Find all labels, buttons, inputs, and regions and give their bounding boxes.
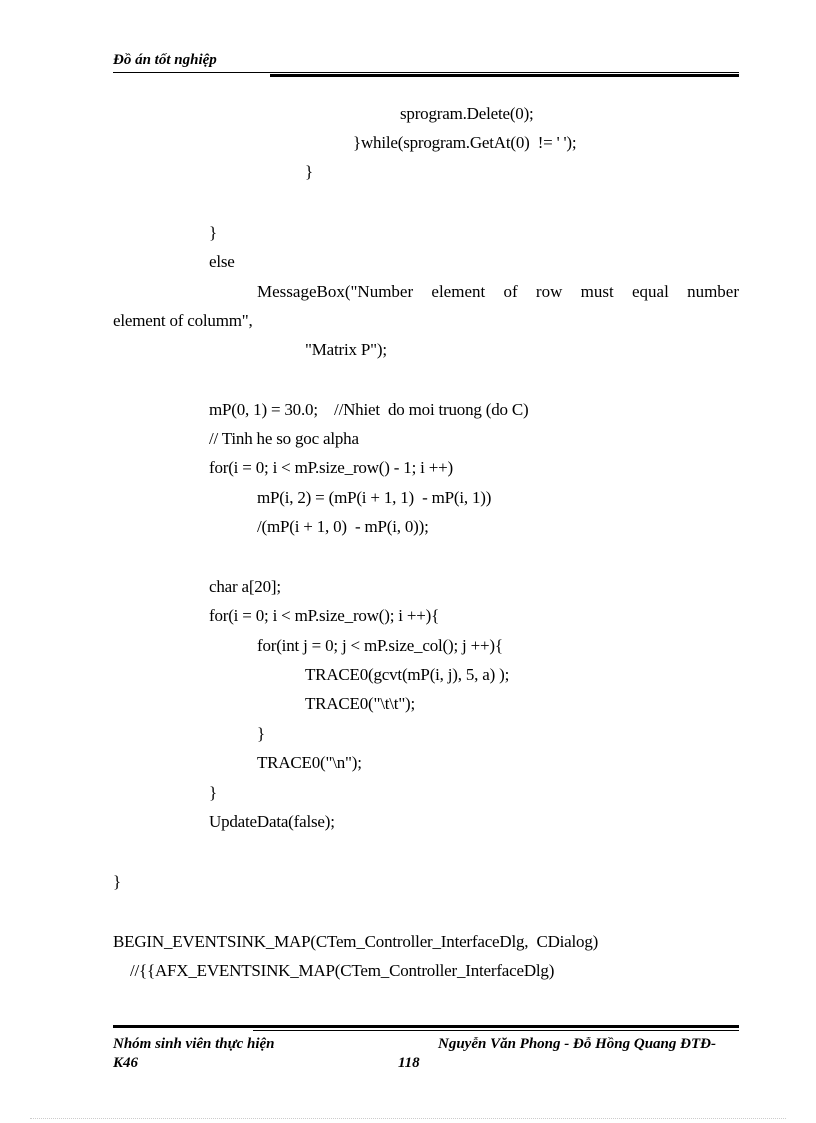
code-line: for(int j = 0; j < mP.size_col(); j ++){ <box>257 636 503 655</box>
code-line: BEGIN_EVENTSINK_MAP(CTem_Controller_InterfaceDlg, CDialog) <box>113 932 599 951</box>
footer-group-label: Nhóm sinh viên thực hiện <box>113 1036 275 1052</box>
code-line: for(i = 0; i < mP.size_row() - 1; i ++) <box>209 458 453 477</box>
code-line: "Matrix P"); <box>305 340 387 359</box>
code-line: mP(i, 2) = (mP(i + 1, 1) - mP(i, 1)) <box>257 488 492 507</box>
header-rule-thin <box>113 72 739 73</box>
footer-rule-thick <box>113 1025 739 1028</box>
bottom-divider <box>30 1118 786 1119</box>
code-line: else <box>209 252 235 271</box>
header-rule-thick <box>270 74 739 77</box>
code-line: /(mP(i + 1, 0) - mP(i, 0)); <box>257 517 429 536</box>
code-line: TRACE0(gcvt(mP(i, j), 5, a) ); <box>305 665 510 684</box>
page-number: 118 <box>398 1055 420 1071</box>
code-line: TRACE0("\n"); <box>257 753 362 772</box>
footer-rule-thin <box>253 1030 739 1031</box>
code-line: }while(sprogram.GetAt(0) != ' '); <box>353 133 577 152</box>
code-line: } <box>257 724 265 743</box>
code-line: sprogram.Delete(0); <box>400 104 534 123</box>
code-line: element of columm", <box>113 311 253 330</box>
code-line: TRACE0("\t\t"); <box>305 694 416 713</box>
footer-class-label: K46 <box>113 1055 139 1071</box>
code-line: } <box>209 783 217 802</box>
header-title: Đồ án tốt nghiệp <box>113 52 217 68</box>
code-line: } <box>305 162 313 181</box>
code-line: mP(0, 1) = 30.0; //Nhiet do moi truong (do C) <box>209 400 529 419</box>
code-line: //{{AFX_EVENTSINK_MAP(CTem_Controller_InterfaceDlg) <box>130 961 555 980</box>
code-line-justified: MessageBox("Number element of row must equal number <box>257 282 739 301</box>
code-line: // Tinh he so goc alpha <box>209 429 359 448</box>
code-line: char a[20]; <box>209 577 281 596</box>
code-line: } <box>113 872 121 891</box>
code-line: } <box>209 223 217 242</box>
code-line: UpdateData(false); <box>209 812 335 831</box>
footer-authors: Nguyễn Văn Phong - Đỗ Hồng Quang ĐTĐ- <box>438 1036 716 1052</box>
code-line: for(i = 0; i < mP.size_row(); i ++){ <box>209 606 440 625</box>
